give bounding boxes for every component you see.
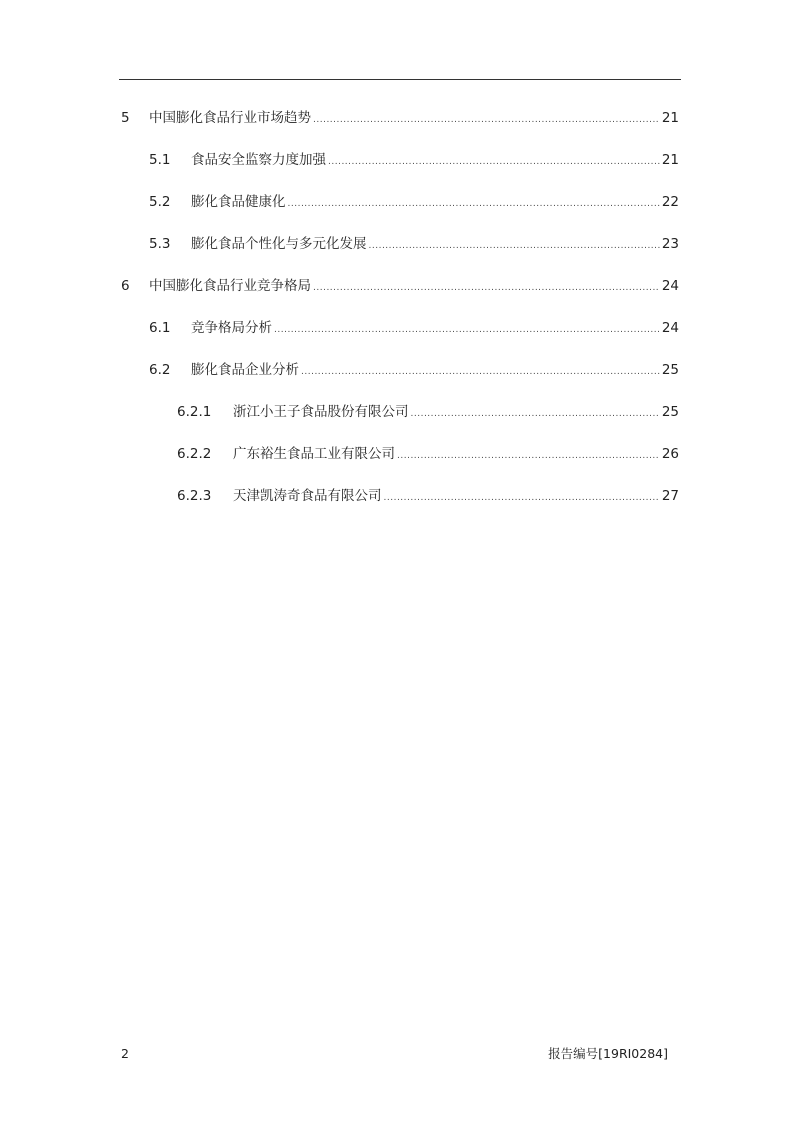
- toc-dot-leader: [288, 194, 660, 214]
- toc-entry-number: 6.2: [149, 362, 171, 378]
- toc-entry-title: 竞争格局分析: [191, 320, 272, 336]
- toc-entry-number: 6: [121, 278, 130, 294]
- toc-entry-page: 27: [661, 488, 679, 504]
- toc-entry-number: 6.2.2: [177, 446, 212, 462]
- toc-dot-leader: [313, 110, 660, 130]
- toc-entry[interactable]: [149, 150, 679, 170]
- toc-entry-page: 26: [661, 446, 679, 462]
- footer-report-id: 报告编号[19RI0284]: [548, 1046, 668, 1061]
- toc-entry-title: 天津凯涛奇食品有限公司: [233, 488, 382, 504]
- toc-dot-leader: [411, 404, 660, 424]
- toc-entry[interactable]: [149, 234, 679, 254]
- toc-entry-page: 21: [661, 152, 679, 168]
- header-rule: [119, 79, 681, 80]
- toc-entry[interactable]: [121, 276, 679, 296]
- toc-entry-page: 21: [661, 110, 679, 126]
- toc-entry-page: 25: [661, 362, 679, 378]
- toc-entry-title: 浙江小王子食品股份有限公司: [233, 404, 409, 420]
- toc-entry-number: 5.3: [149, 236, 171, 252]
- footer-page-number: 2: [121, 1046, 129, 1061]
- toc-entry-number: 6.2.3: [177, 488, 212, 504]
- toc-entry[interactable]: [177, 486, 679, 506]
- toc-entry-title: 广东裕生食品工业有限公司: [233, 446, 395, 462]
- toc-entry-page: 25: [661, 404, 679, 420]
- toc-entry[interactable]: [177, 444, 679, 464]
- toc-dot-leader: [397, 446, 660, 466]
- toc-dot-leader: [384, 488, 660, 508]
- toc-entry-number: 6.2.1: [177, 404, 212, 420]
- toc-entry[interactable]: [149, 360, 679, 380]
- toc-entry[interactable]: [149, 192, 679, 212]
- toc-dot-leader: [301, 362, 660, 382]
- toc-entry-title: 膨化食品健康化: [191, 194, 286, 210]
- toc-dot-leader: [274, 320, 660, 340]
- toc-entry[interactable]: [177, 402, 679, 422]
- toc-entry-title: 中国膨化食品行业市场趋势: [149, 110, 311, 126]
- toc-entry-title: 膨化食品企业分析: [191, 362, 299, 378]
- toc-dot-leader: [313, 278, 660, 298]
- toc-entry[interactable]: [149, 318, 679, 338]
- toc-entry[interactable]: [121, 108, 679, 128]
- toc-entry-page: 24: [661, 320, 679, 336]
- toc-entry-number: 5.1: [149, 152, 171, 168]
- toc-entry-page: 23: [661, 236, 679, 252]
- toc-entry-number: 6.1: [149, 320, 171, 336]
- toc-entry-title: 食品安全监察力度加强: [191, 152, 326, 168]
- toc-entry-title: 膨化食品个性化与多元化发展: [191, 236, 367, 252]
- toc-dot-leader: [328, 152, 660, 172]
- toc-entry-page: 24: [661, 278, 679, 294]
- toc-dot-leader: [369, 236, 660, 256]
- toc-entry-number: 5: [121, 110, 130, 126]
- toc-entry-title: 中国膨化食品行业竞争格局: [149, 278, 311, 294]
- toc-entry-page: 22: [661, 194, 679, 210]
- toc-entry-number: 5.2: [149, 194, 171, 210]
